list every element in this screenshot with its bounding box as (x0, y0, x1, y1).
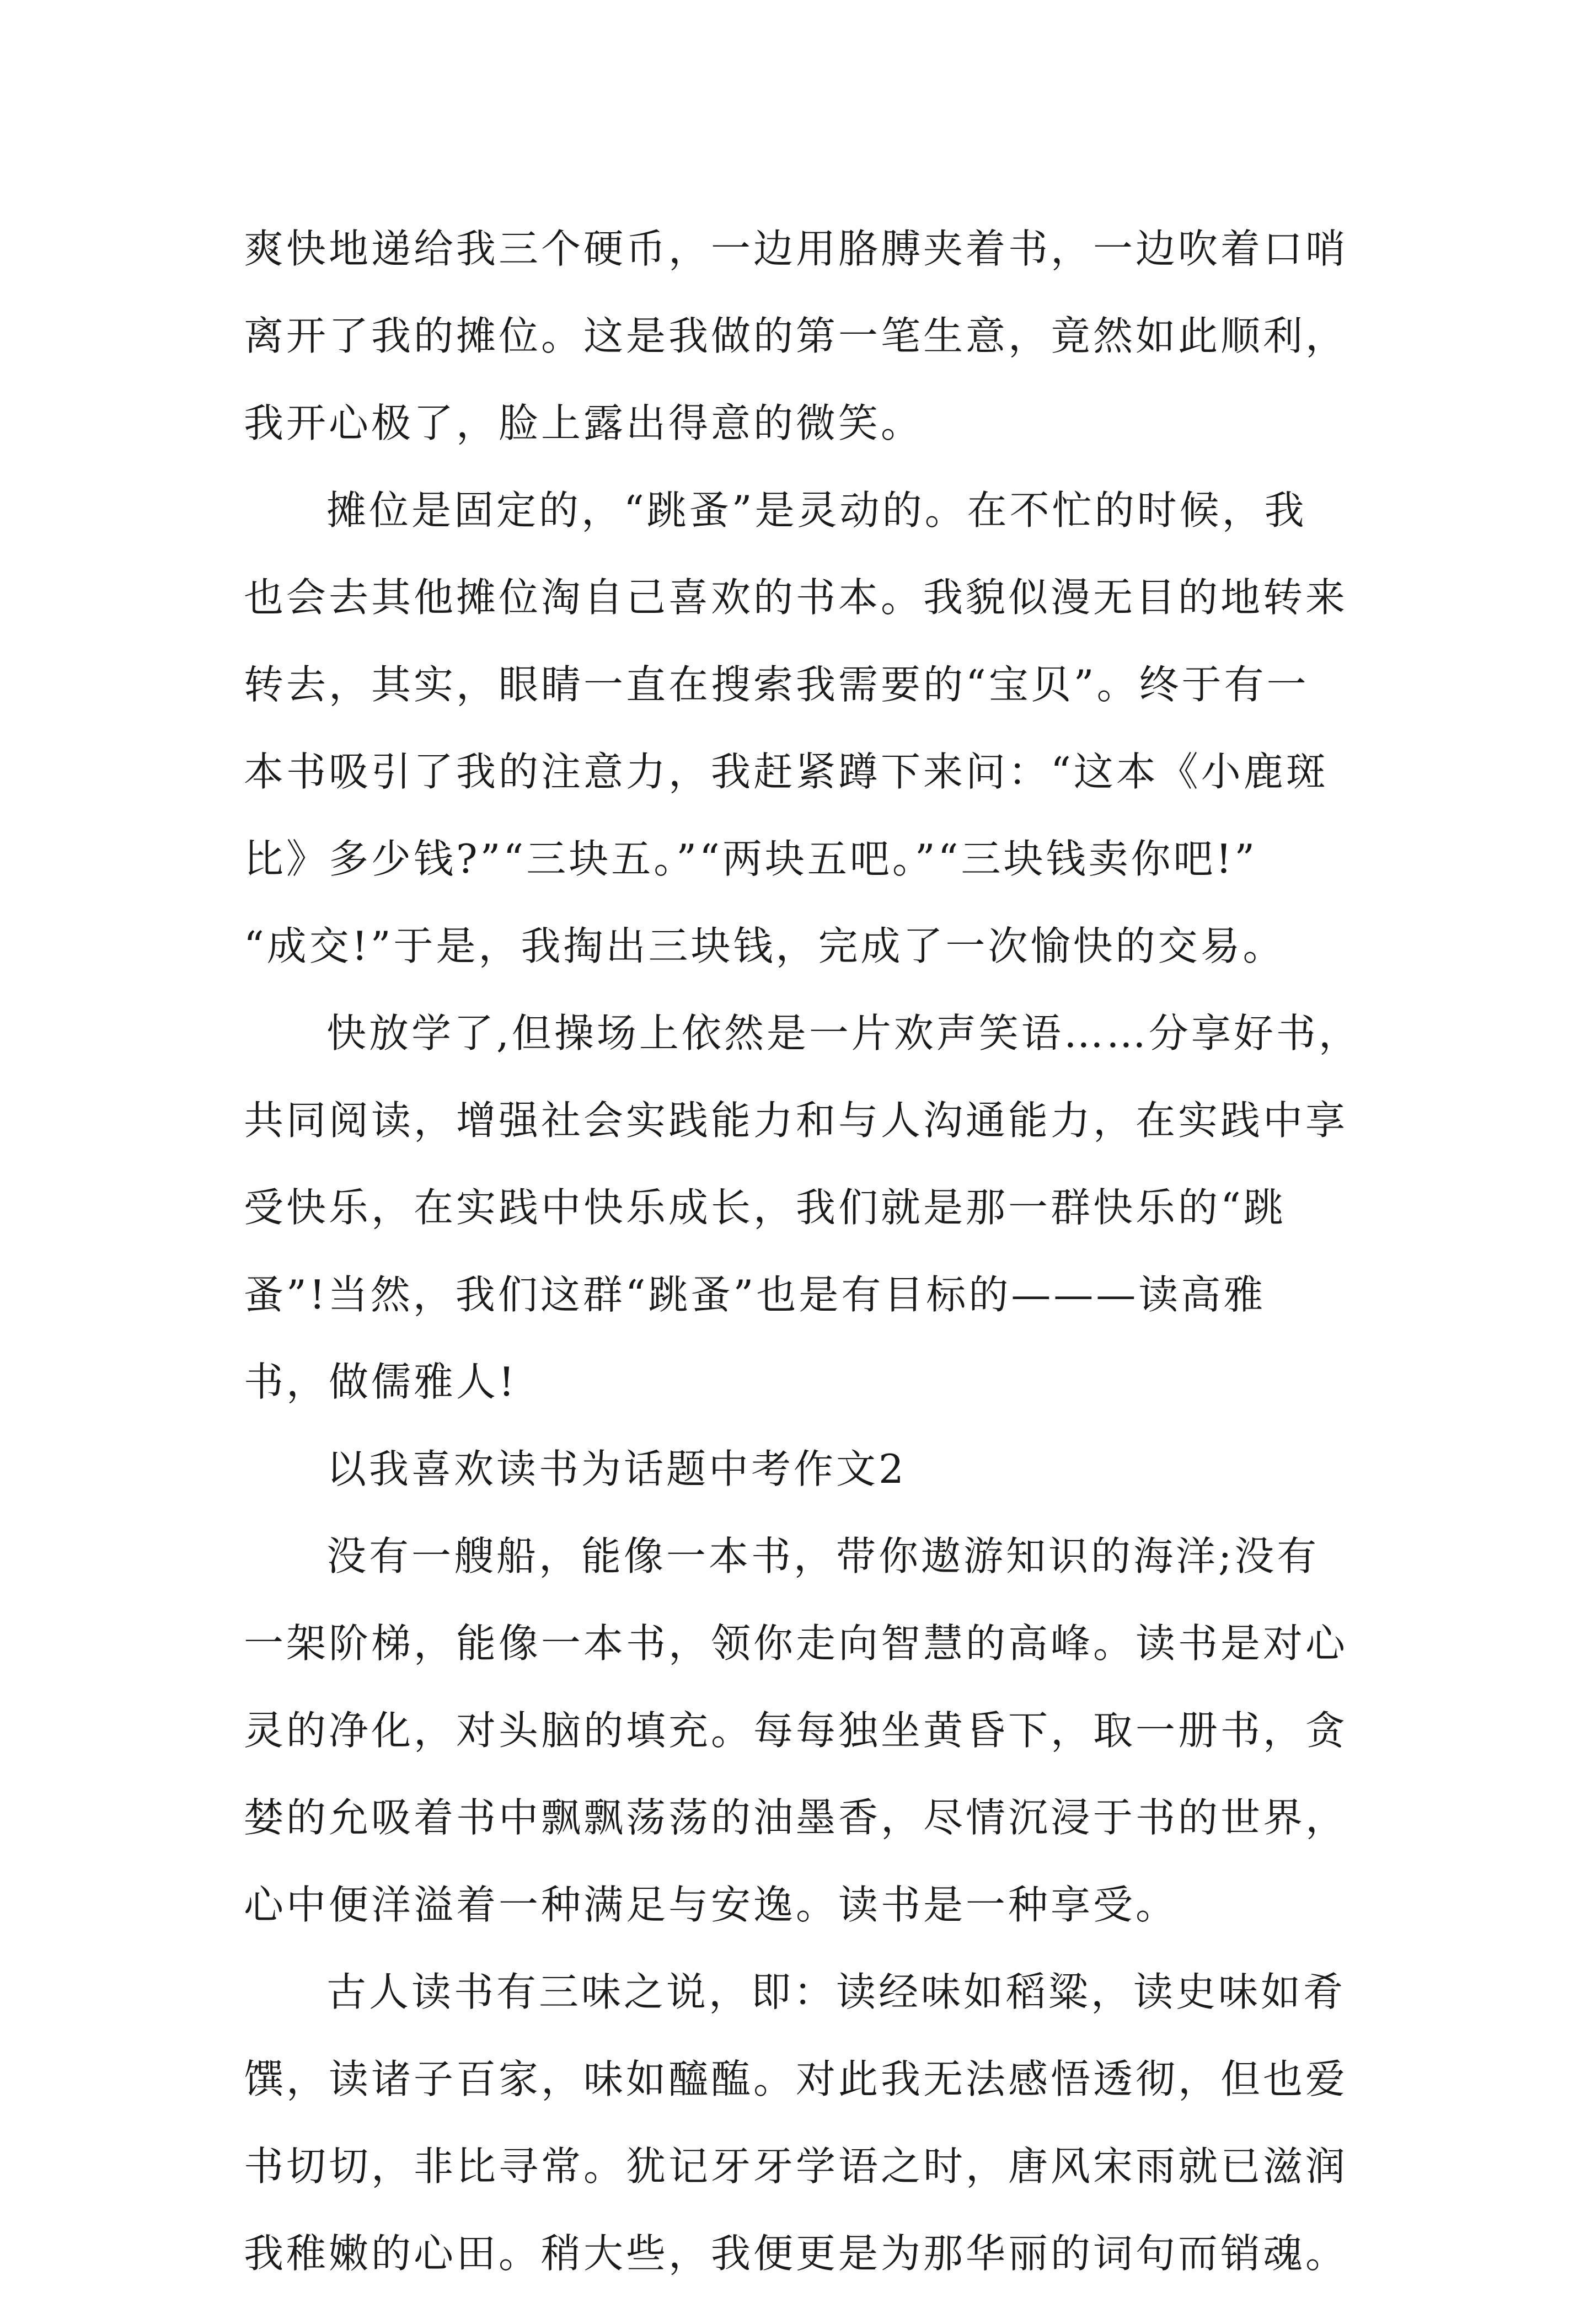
text-line: 爽快地递给我三个硬币，一边用胳膊夹着书，一边吹着口哨 (244, 226, 1348, 272)
text-line: 馔，读诸子百家，味如醯醢。对此我无法感悟透彻，但也爱 (244, 2056, 1348, 2102)
text-line: 受快乐，在实践中快乐成长，我们就是那一群快乐的“跳 (244, 1184, 1286, 1231)
text-line: 离开了我的摊位。这是我做的第一笔生意，竟然如此顺利， (244, 313, 1348, 359)
text-line: 也会去其他摊位淘自己喜欢的书本。我貌似漫无目的地转来 (244, 574, 1348, 621)
text-line: 我开心极了，脸上露出得意的微笑。 (244, 400, 924, 446)
text-line: 本书吸引了我的注意力，我赶紧蹲下来问：“这本《小鹿斑 (244, 749, 1329, 795)
text-line: 心中便洋溢着一种满足与安逸。读书是一种享受。 (244, 1882, 1179, 1928)
paragraph-first-line: 摊位是固定的，“跳蚤”是灵动的。在不忙的时候，我 (326, 487, 1307, 533)
text-line: 灵的净化，对头脑的填充。每每独坐黄昏下，取一册书，贪 (244, 1707, 1348, 1754)
text-line: 比》多少钱?”“三块五。”“两块五吧。”“三块钱卖你吧!” (244, 836, 1258, 882)
text-line: 书，做儒雅人! (244, 1359, 517, 1405)
text-line: 共同阅读，增强社会实践能力和与人沟通能力，在实践中享 (244, 1097, 1348, 1144)
text-line: 我稚嫩的心田。稍大些，我便更是为那华丽的词句而销魂。 (244, 2230, 1348, 2277)
body-text (244, 205, 1369, 2297)
text-line: 蚤”!当然，我们这群“跳蚤”也是有目标的———读高雅 (244, 1272, 1266, 1318)
text-line: 婪的允吸着书中飘飘荡荡的油墨香，尽情沉浸于书的世界， (244, 1794, 1348, 1841)
text-line: 转去，其实，眼睛一直在搜索我需要的“宝贝”。终于有一 (244, 661, 1309, 708)
paragraph-first-line: 快放学了,但操场上依然是一片欢声笑语……分享好书， (326, 1010, 1361, 1056)
text-line: 一架阶梯，能像一本书，领你走向智慧的高峰。读书是对心 (244, 1620, 1348, 1666)
paragraph-first-line: 没有一艘船，能像一本书，带你遨游知识的海洋;没有 (326, 1533, 1320, 1579)
section-heading: 以我喜欢读书为话题中考作文2 (326, 1446, 907, 1492)
text-line: “成交!”于是，我掏出三块钱，完成了一次愉快的交易。 (244, 923, 1286, 969)
text-line: 书切切，非比寻常。犹记牙牙学语之时，唐风宋雨就已滋润 (244, 2143, 1348, 2189)
paragraph-first-line: 古人读书有三味之说，即：读经味如稻粱，读史味如肴 (326, 1969, 1346, 2015)
